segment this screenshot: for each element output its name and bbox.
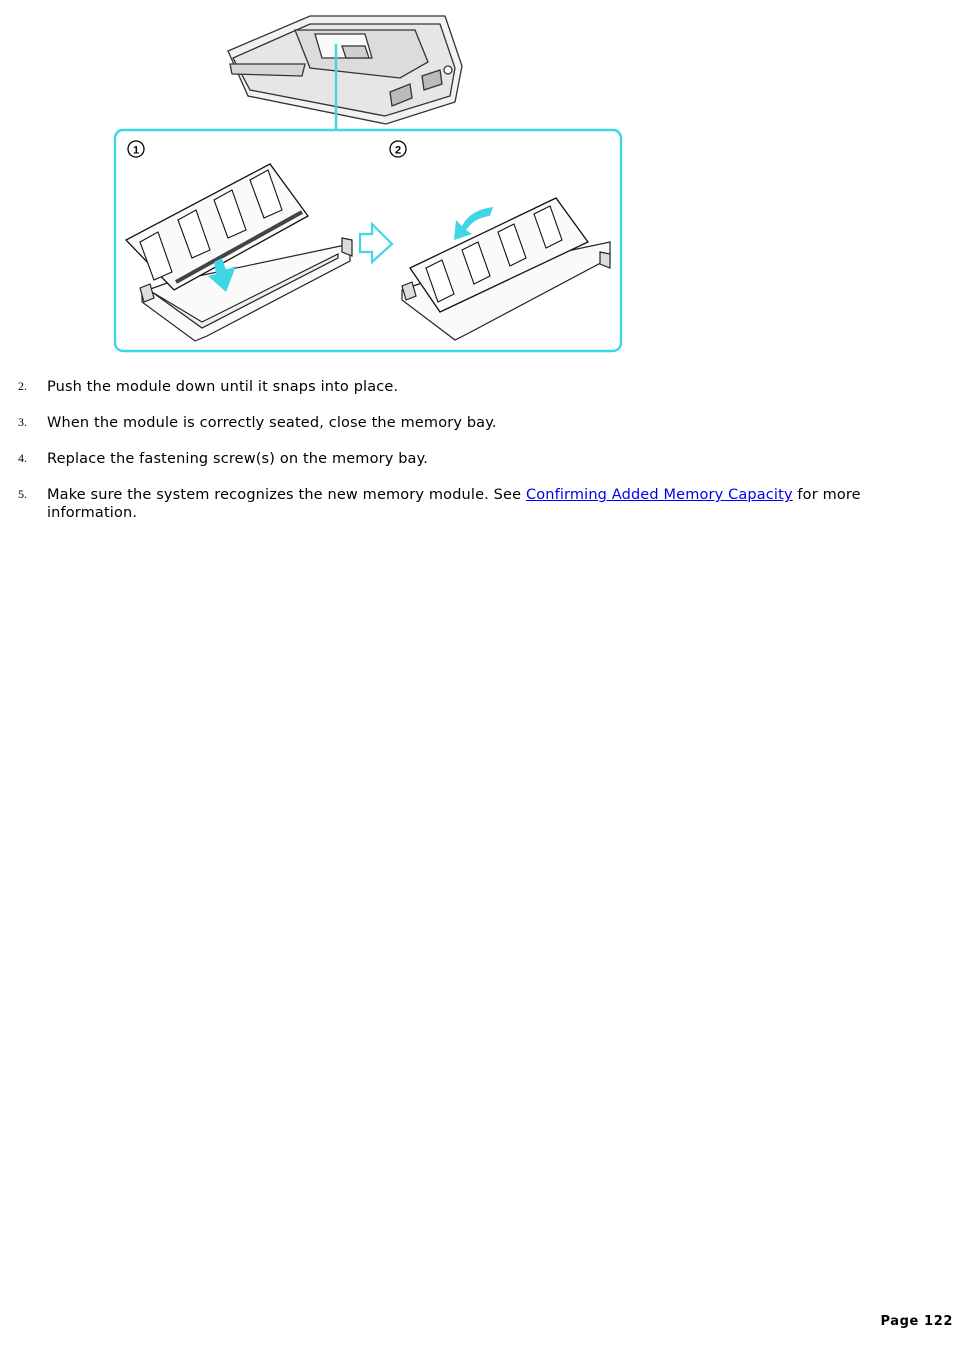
page-number: Page 122 <box>880 1314 953 1329</box>
laptop-drawing <box>228 16 462 124</box>
step-text-before: Make sure the system recognizes the new memory module. See <box>47 487 526 503</box>
confirming-memory-capacity-link[interactable]: Confirming Added Memory Capacity <box>525 487 793 503</box>
memory-install-illustration <box>110 6 630 356</box>
step-3 <box>0 414 930 432</box>
callout-number-2 <box>390 141 406 157</box>
step-text-after: for more information. <box>47 487 861 521</box>
step-number: 4. <box>18 451 27 465</box>
next-step-arrow-icon <box>360 224 392 262</box>
illustration-svg <box>110 6 630 356</box>
step-text <box>47 486 930 522</box>
step-text: When the module is correctly seated, close the memory bay. <box>47 415 497 431</box>
step-number: 2. <box>18 379 27 393</box>
svg-text:1: 1 <box>132 144 140 157</box>
step-number: 5. <box>18 487 27 501</box>
svg-text:2: 2 <box>394 144 402 157</box>
step-2 <box>0 378 930 396</box>
step-4 <box>0 450 930 468</box>
step-text: Replace the fastening screw(s) on the memory bay. <box>47 451 429 467</box>
step-text: Push the module down until it snaps into place. <box>47 379 399 395</box>
installation-steps <box>0 378 930 540</box>
step-number: 3. <box>18 415 27 429</box>
step-5 <box>0 486 930 522</box>
callout-number-1 <box>128 141 144 157</box>
